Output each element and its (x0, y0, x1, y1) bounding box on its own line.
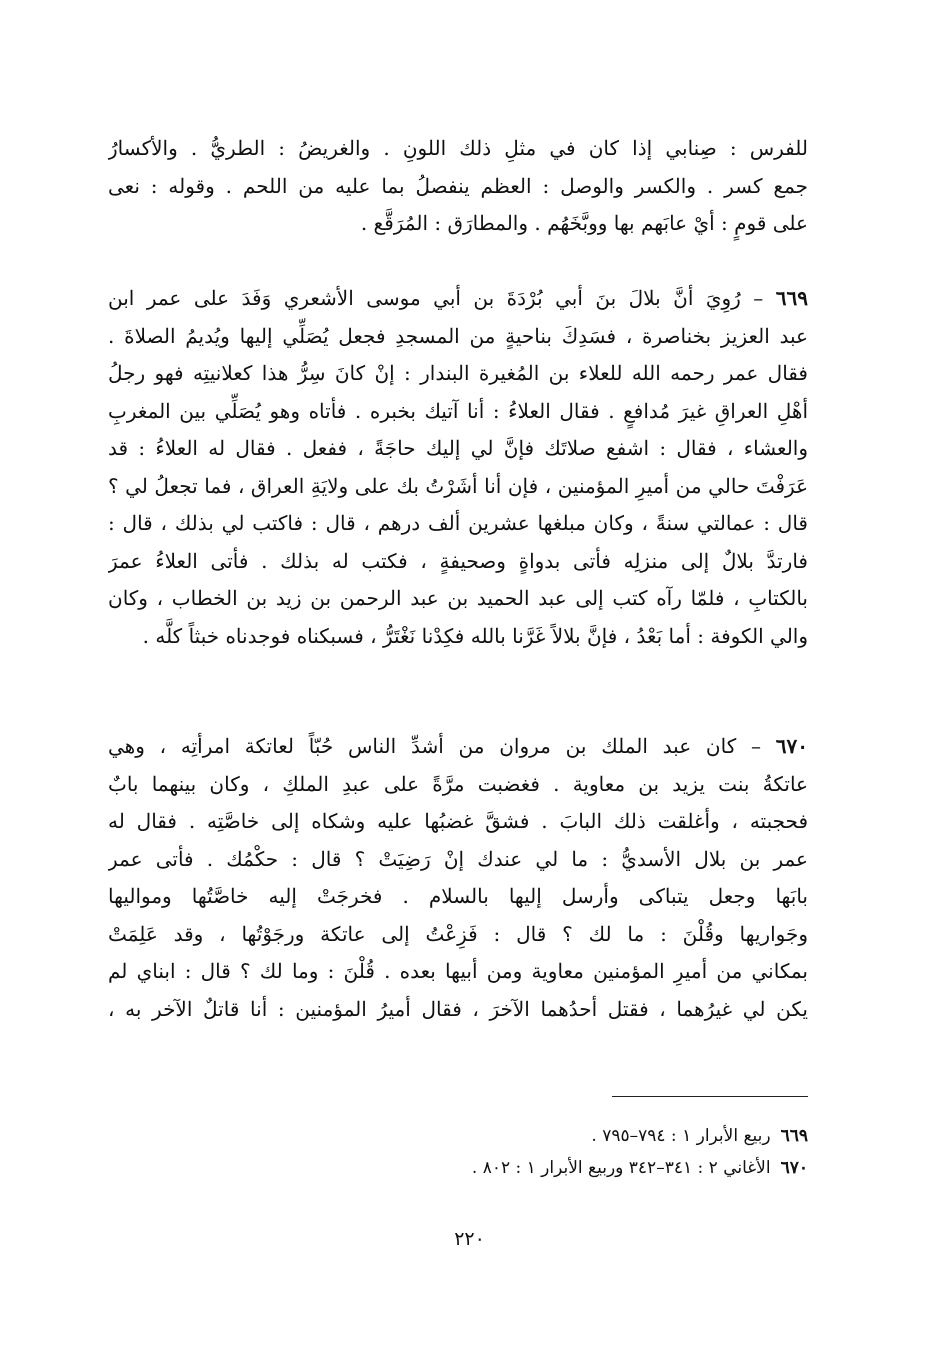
text-line: على قومٍ : أيْ عابَهم بها ووبَّخَهُم . والمطارَق : المُرَقَّع . (360, 211, 808, 235)
footnote-item (108, 1120, 808, 1152)
footnote-item (108, 1152, 808, 1184)
text-line: يكن لي غيرُهما ، فقتل أحدُهما الآخرَ ، فقال أميرُ المؤمنين : أنا قاتلٌ الآخر به ، (108, 996, 808, 1021)
footnote-text: الأغاني ٢ : ٣٤١–٣٤٢ وربيع الأبرار ١ : ٨٠٢ . (471, 1158, 771, 1178)
entry-number: ٦٧٠ (775, 734, 808, 758)
text-line (108, 280, 808, 318)
entry-number: ٦٦٩ (775, 286, 808, 310)
text-line: فارتدَّ بلالٌ إلى منزلِه فأتى بدواةٍ وصحيفةٍ ، فكتب له بذلك . فأتى العلاءُ عمرَ (108, 548, 808, 573)
entry-text: – كان عبد الملك بن مروان من أشدِّ الناس حُبّاً لعاتكة امرأتِه ، وهي (108, 734, 761, 758)
text-line: أهْلِ العراقِ غيرَ مُدافعٍ . فقال العلاءُ : أنا آتيك بخبره . فأتاه وهو يُصَلِّي بين المغربِ (108, 398, 808, 423)
footnote-number: ٦٦٩ (780, 1126, 808, 1146)
text-line: بمكاني من أميرِ المؤمنين معاوية ومن أبيها بعده . قُلْنَ : وما لك ؟ قال : ابناي لم (108, 959, 808, 983)
text-line: بالكتابِ ، فلمّا رآه كتب إلى عبد الحميد بن عبد الرحمن بن زيد بن الخطاب ، وكان (108, 586, 808, 610)
text-line: والعشاء ، فقال : اشفع صلاتَك فإنَّ لي إليك حاجَةً ، ففعل . فقال له العلاءُ : قد (108, 436, 808, 460)
text-line: والي الكوفة : أما بَعْدُ ، فإنَّ بلالاً غَرَّنا بالله فكِدْنا نَغْتَرُّ ، فسبكناه فوجدناه خبثاً كلَّه . (142, 623, 808, 648)
entry-text: – رُوِيَ أنَّ بلالَ بنَ أبي بُرْدَةَ بن أبي موسى الأشعري وَفَدَ على عمر ابن (108, 286, 764, 310)
footnote-divider (612, 1096, 808, 1097)
text-line: عاتكةُ بنت يزيد بن معاوية . فغضبت مرَّةً على عبدِ الملكِ ، وكان بينهما بابٌ (108, 771, 808, 796)
text-line: عمر بن بلال الأسديُّ : ما لي عندك إنْ رَضِيَتْ ؟ قال : حكْمُك . فأتى عمر (108, 846, 808, 871)
entry-670-paragraph (108, 728, 808, 1028)
footnotes (108, 1120, 808, 1184)
text-line: قال : عمالتي سنةً ، وكان مبلغها عشرين ألف درهم ، قال : فاكتب لي بذلك ، قال : (108, 511, 808, 535)
text-line: فقال عمر رحمه الله للعلاء بن المُغيرة البندار : إنْ كانَ سِرُّ هذا كعلانيتِه فهو رجلُ (108, 361, 808, 385)
text-line (108, 728, 808, 766)
page-number: ٢٢٠ (454, 1228, 485, 1250)
text-line: عبد العزيز بخناصرة ، فسَدِكَ بناحيةٍ من المسجدِ فجعل يُصَلِّي إليها ويُديمُ الصلاةَ . (108, 323, 808, 348)
footnote-text: ربيع الأبرار ١ : ٧٩٤–٧٩٥ . (591, 1126, 771, 1146)
text-line: جمع كسر . والكسر والوصل : العظم ينفصلُ بما عليه من اللحم . وقوله : نعى (108, 173, 808, 198)
text-line: عَرَفْتَ حالي من أميرِ المؤمنين ، فإن أنا أشَرْتُ بك على ولايَةِ العراق ، فما تجعلُ لي ؟ (108, 473, 808, 498)
text-line: بابَها وجعل يتباكى وأرسل إليها بالسلام . فخرجَتْ إليه خاصَّتُها ومواليها (108, 884, 808, 908)
text-line: فحجبته ، وأغلقت ذلك البابَ . فشقَّ غضبُها عليه وشكاه إلى خاصَّتِه . فقال له (108, 809, 808, 833)
entry-669-paragraph (108, 280, 808, 655)
footnote-number: ٦٧٠ (780, 1158, 808, 1178)
intro-paragraph (108, 130, 808, 243)
text-line: للفرس : صِنابي إذا كان في مثلِ ذلك اللونِ . والغريضُ : الطريُّ . والأكسارُ (108, 136, 808, 160)
text-line: وجَواريها وقُلْنَ : ما لك ؟ قال : فَزِعْتُ إلى عاتكة ورجَوْتُها ، وقد عَلِمَتْ (108, 921, 808, 946)
